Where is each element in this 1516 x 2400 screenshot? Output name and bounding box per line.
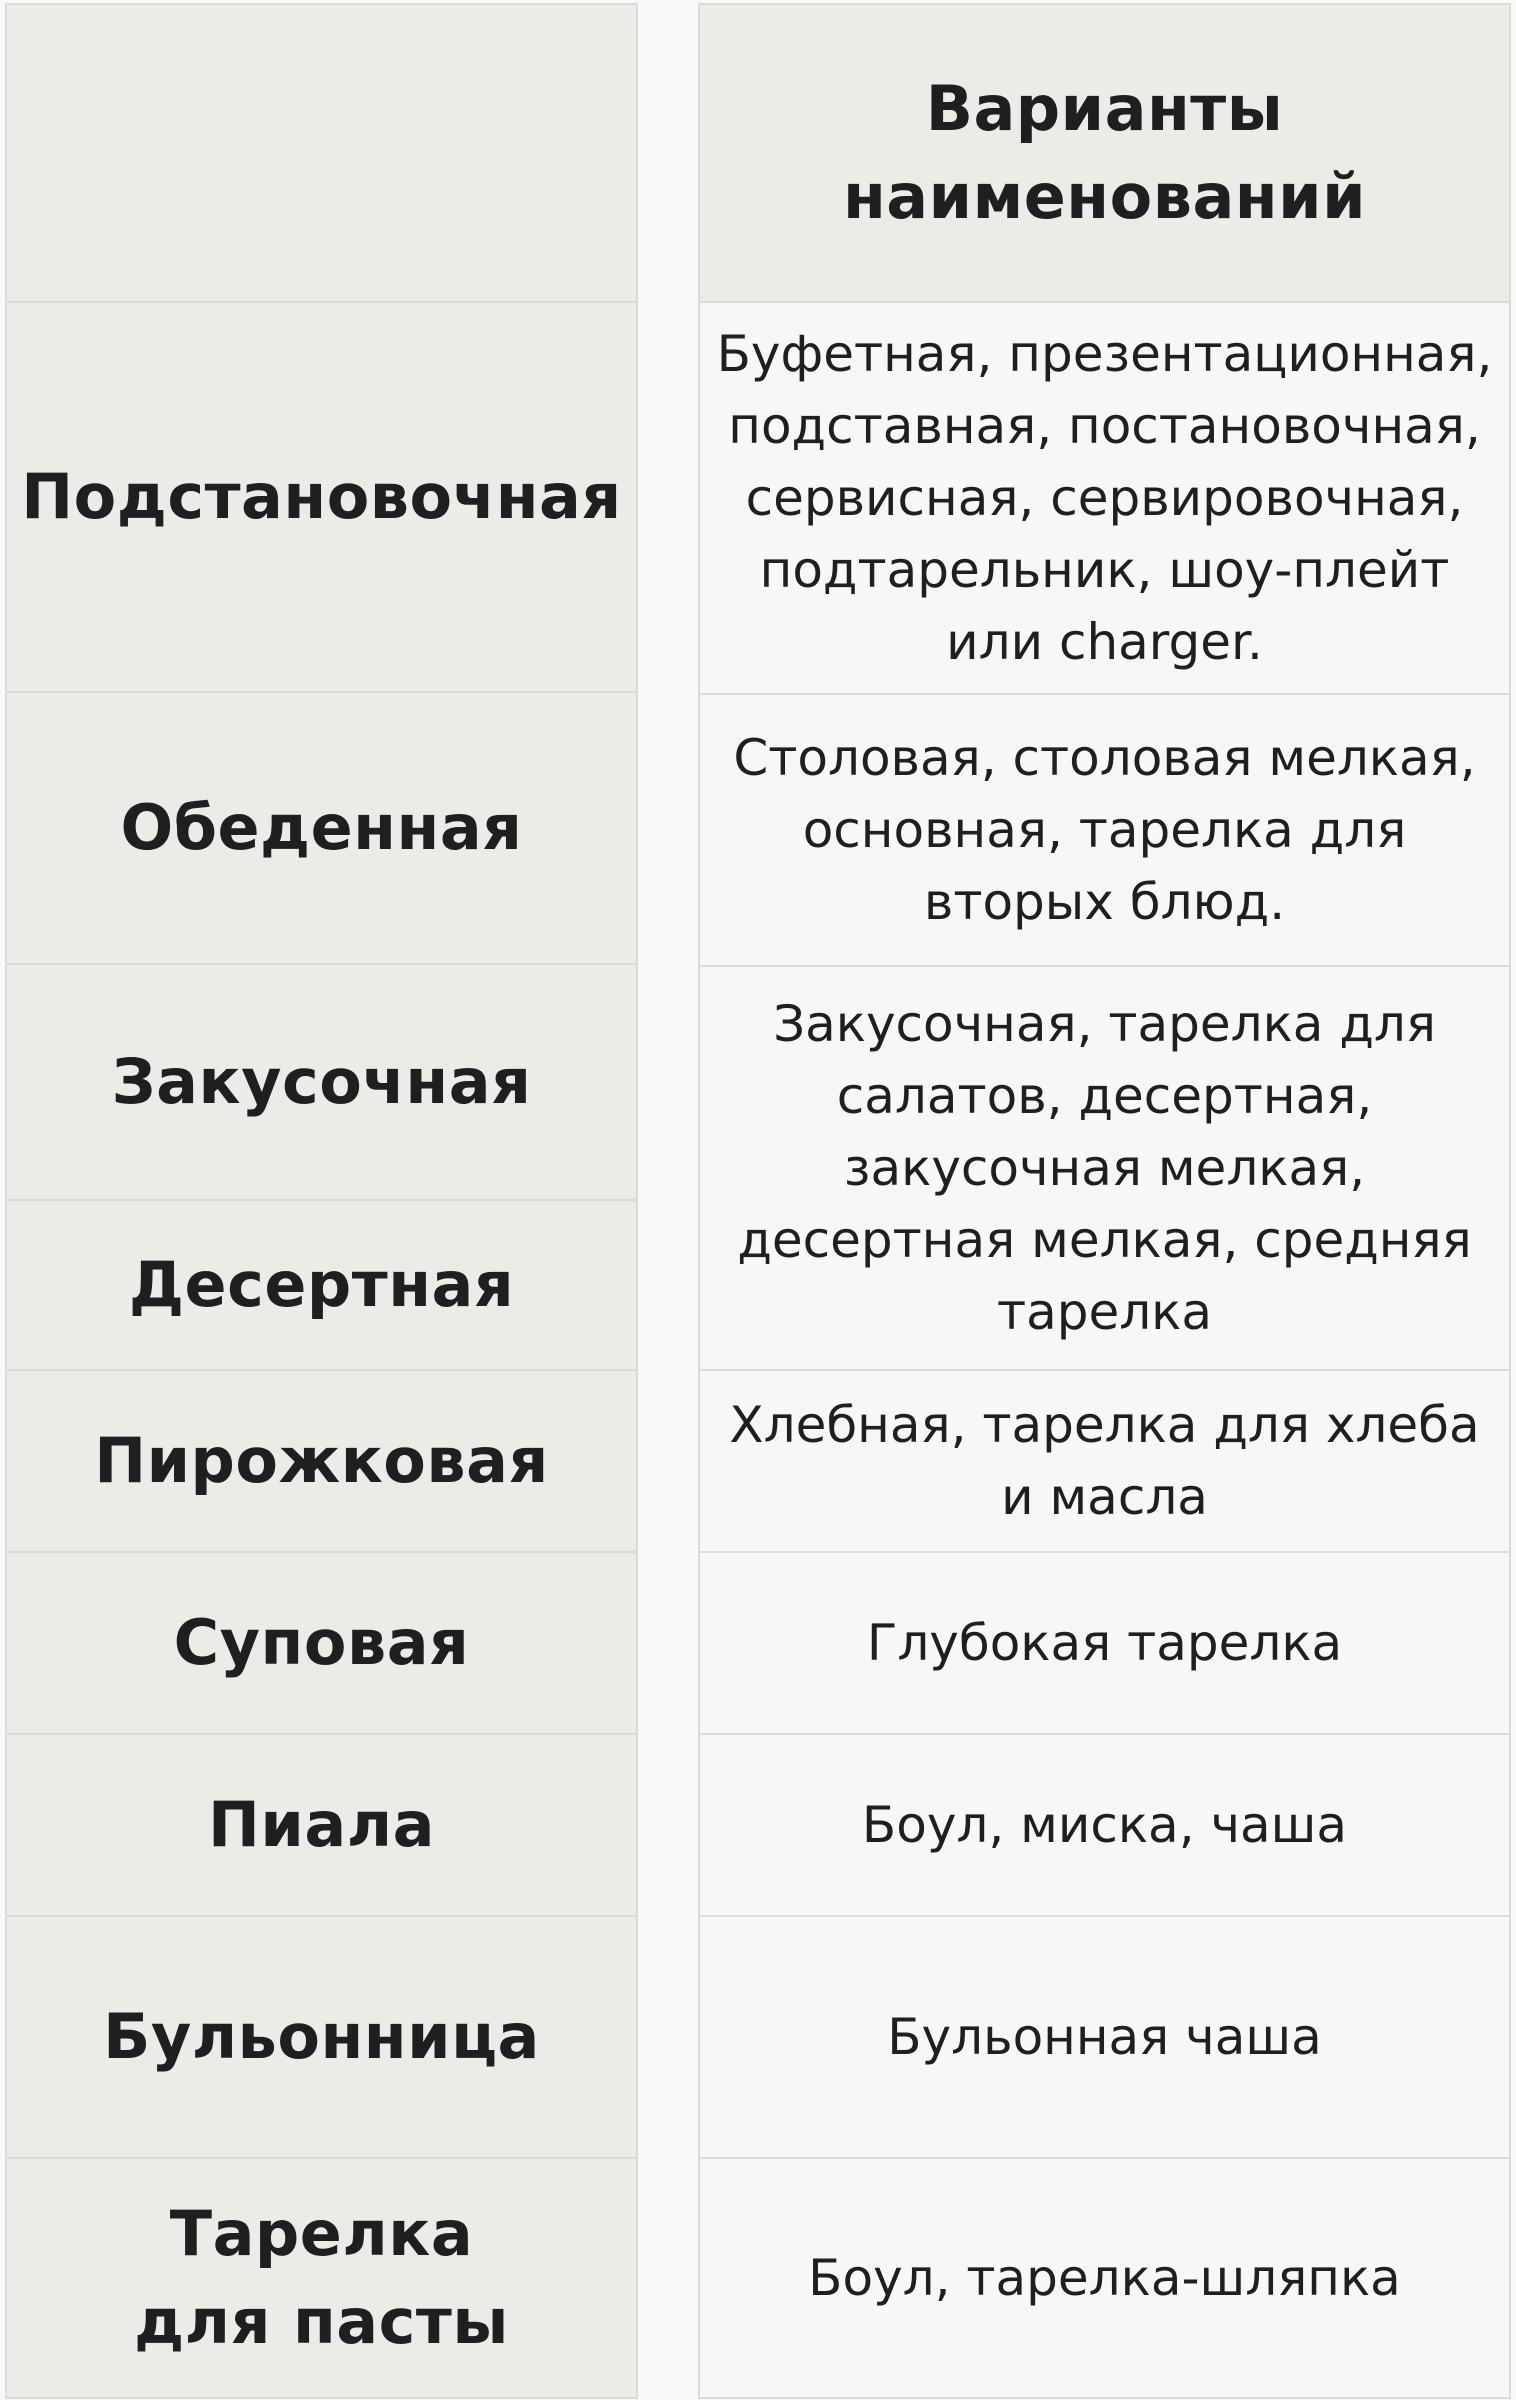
plate-type-label: Суповая [173,1606,470,1679]
plate-type-cell [5,1199,638,1371]
variants-text: Столовая, столовая мелкая, основная, тарелка для вторых блюд. [733,729,1476,931]
variants-cell [698,1369,1511,1553]
plate-type-label: Пирожковая [94,1424,549,1497]
variants-cell [698,1915,1511,2159]
header-empty-cell [5,3,638,303]
plate-type-label: Тарелка для пасты [134,2197,509,2358]
plate-type-label: Закусочная [111,1045,532,1118]
variants-text: Глубокая тарелка [866,1614,1343,1672]
plate-type-cell [5,301,638,693]
plate-type-label: Обеденная [120,791,523,864]
variants-cell [698,693,1511,967]
variants-text: Буфетная, презентационная, подставная, постановочная, сервисная, сервировочная, подтарельник, шоу-плейт или charger. [716,325,1493,671]
variants-text: Боул, миска, чаша [861,1796,1348,1854]
plate-type-cell [5,1733,638,1917]
plate-type-cell [5,1551,638,1735]
plate-type-cell [5,1915,638,2159]
column-header-label: Варианты наименований [842,72,1367,233]
variants-cell [698,2157,1511,2399]
plate-type-label: Подстановочная [21,460,622,533]
variants-cell [698,301,1511,695]
plate-type-cell [5,963,638,1201]
variants-cell [698,1551,1511,1735]
plate-type-cell [5,2157,638,2399]
variants-cell [698,1733,1511,1917]
plate-type-label: Бульонница [103,2000,540,2073]
plate-type-label: Десертная [128,1248,515,1321]
plate-type-cell [5,1369,638,1553]
column-header [698,3,1511,303]
variants-text: Хлебная, тарелка для хлеба и масла [729,1396,1480,1526]
variants-text: Боул, тарелка-шляпка [808,2249,1401,2307]
name-variants-column [698,3,1511,2395]
variants-cell [698,965,1511,1371]
variants-text: Бульонная чаша [887,2008,1322,2066]
plate-type-label: Пиала [208,1788,435,1861]
plate-type-column [5,3,638,2395]
variants-text: Закусочная, тарелка для салатов, десертная, закусочная мелкая, десертная мелкая, средняя тарелка [737,995,1472,1341]
plate-type-cell [5,691,638,965]
